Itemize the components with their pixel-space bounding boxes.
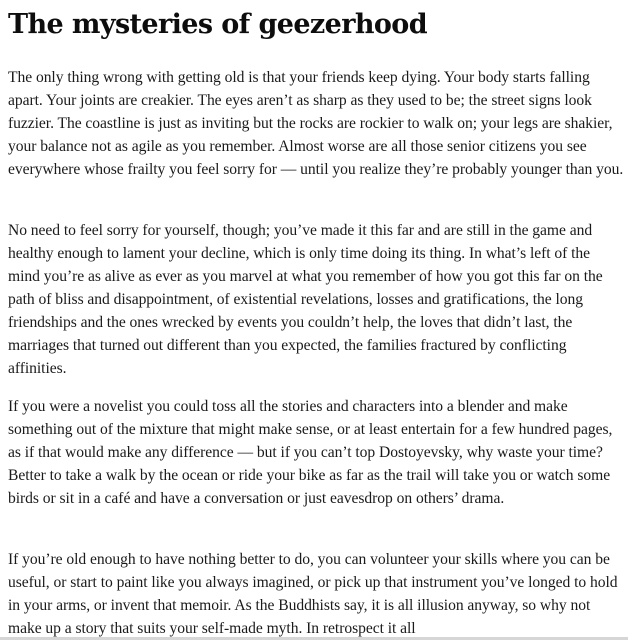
article-title: The mysteries of geezerhood: [8, 9, 427, 40]
article-paragraph-1: The only thing wrong with getting old is that your friends keep dying. Your body starts falling apart. Your joints are creakier. The eyes aren’t as sharp as they used to be; the street signs look fuzzier. The coastline is just as inviting but the rocks are rockier to walk on; your legs are shakier, your balance not as agile as you remember. Almost worse are all those senior citizens you see everywhere whose frailty you feel sorry for — until you realize they’re probably younger than you.: [8, 69, 624, 178]
article: [8, 0, 624, 637]
article-paragraph-4: If you’re old enough to have nothing better to do, you can volunteer your skills where you can be useful, or start to paint like you always imagined, or pick up that instrument you’ve longed to hold in your arms, or invent that memoir. As the Buddhists say, it is all illusion anyway, so why not make up a story that suits your self-made myth. In retrospect it all: [8, 551, 618, 637]
article-paragraph-2: No need to feel sorry for yourself, though; you’ve made it this far and are still in the game and healthy enough to lament your decline, which is only time doing its thing. In what’s left of the mind you’re as alive as ever as you marvel at what you remember of how you got this far on the path of bliss and disappointment, of existential revelations, losses and gratifications, the long friendships and the ones wrecked by events you couldn’t help, the loves that didn’t last, the marriages that turned out different than you expected, the families fractured by conflicting affinities.: [8, 222, 603, 377]
article-paragraph-3: If you were a novelist you could toss all the stories and characters into a blender and make something out of the mixture that might make sense, or at least entertain for a few hundred pages, as if that would make any difference — but if you can’t top Dostoyevsky, why waste your time? Better to take a walk by the ocean or ride your bike as far as the trail will take you or watch some birds or sit in a café and have a conversation or just eavesdrop on others’ drama.: [8, 398, 613, 507]
